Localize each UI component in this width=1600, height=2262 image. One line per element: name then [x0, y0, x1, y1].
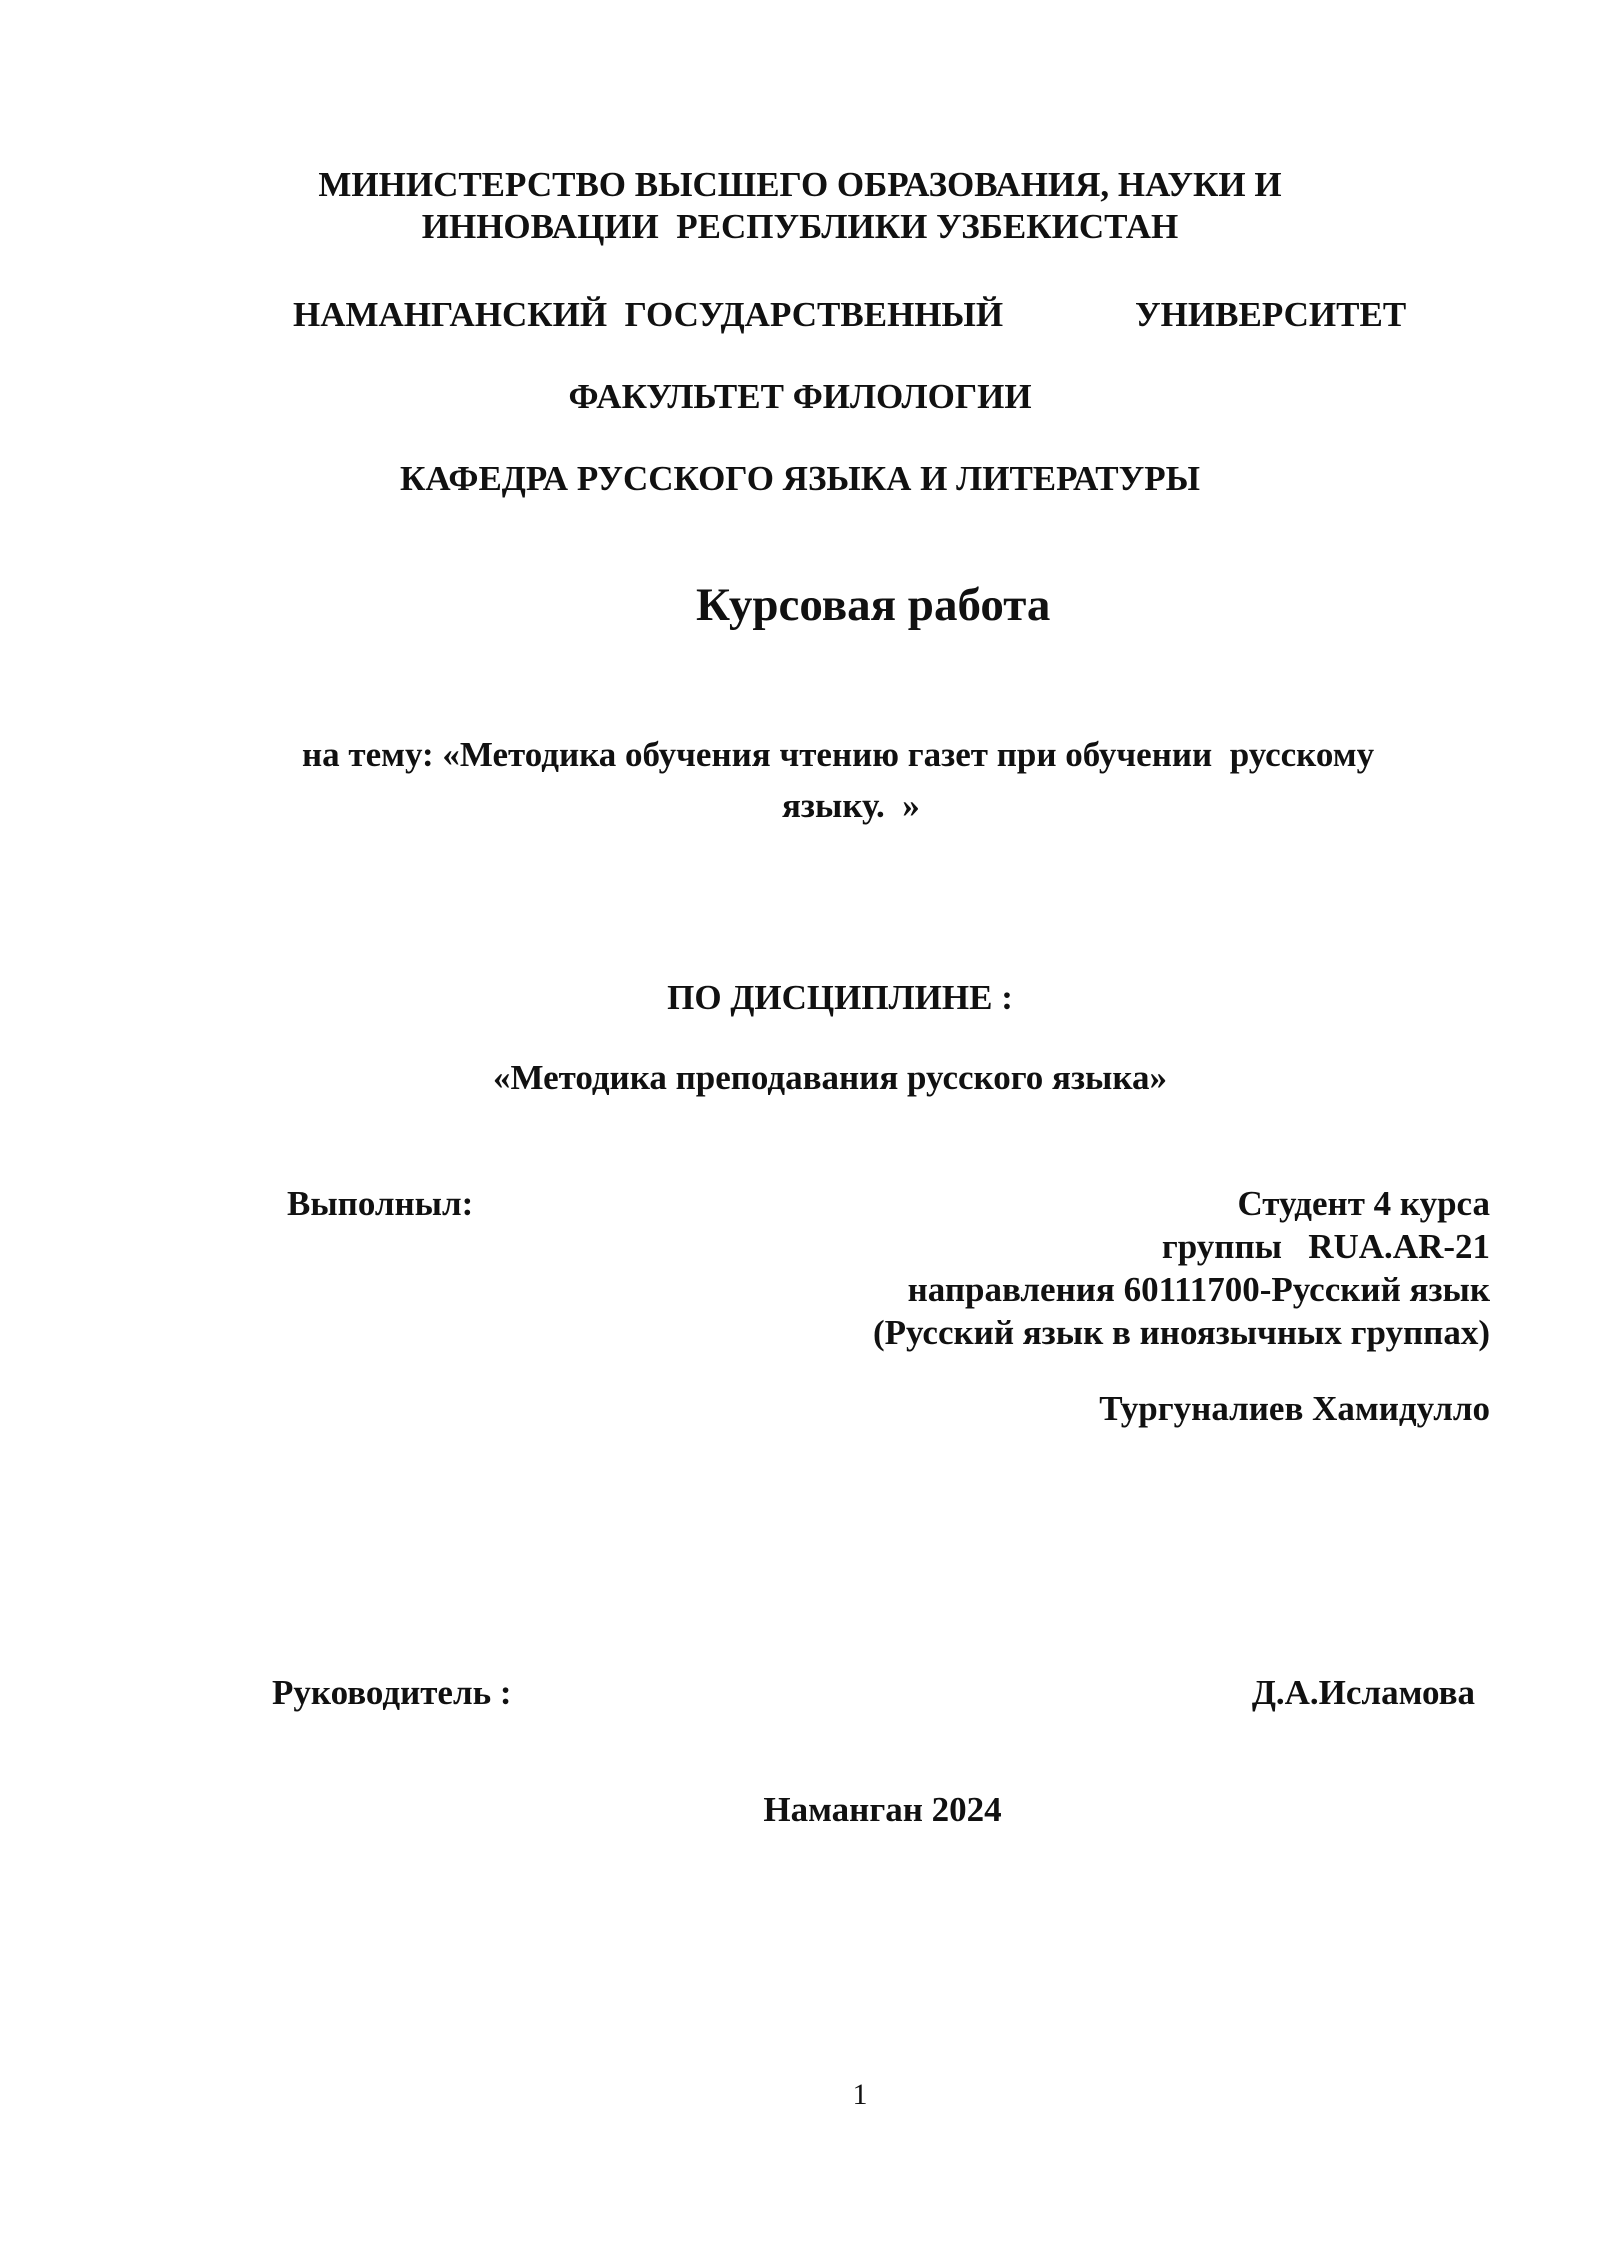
student-name: Тургуналиев Хамидулло — [1099, 1389, 1490, 1428]
supervisor-name: Д.А.Исламова — [1251, 1673, 1475, 1712]
student-group: группы RUA.AR-21 — [1161, 1227, 1490, 1266]
performer-label: Выполныл: — [287, 1184, 474, 1223]
faculty-name: ФАКУЛЬТЕТ ФИЛОЛОГИИ — [568, 377, 1032, 416]
topic-line-2: языку. » — [782, 786, 920, 825]
place-and-year: Наманган 2024 — [763, 1790, 1002, 1829]
document-title: Курсовая работа — [696, 579, 1051, 631]
department-name: КАФЕДРА РУССКОГО ЯЗЫКА И ЛИТЕРАТУРЫ — [399, 459, 1201, 498]
university-name-part-1: НАМАНГАНСКИЙ ГОСУДАРСТВЕННЫЙ — [293, 295, 1004, 334]
discipline-name: «Методика преподавания русского языка» — [493, 1058, 1167, 1097]
student-course: Студент 4 курса — [1237, 1184, 1490, 1223]
supervisor-label: Руководитель : — [272, 1673, 512, 1712]
discipline-label: ПО ДИСЦИПЛИНЕ : — [667, 978, 1013, 1017]
topic-line-1: на тему: «Методика обучения чтению газет при обучении русскому — [302, 735, 1375, 774]
student-specialization: (Русский язык в иноязычных группах) — [872, 1313, 1490, 1352]
page-number: 1 — [852, 2078, 868, 2111]
ministry-line-2: ИННОВАЦИИ РЕСПУБЛИКИ УЗБЕКИСТАН — [421, 207, 1179, 246]
ministry-line-1: МИНИСТЕРСТВО ВЫСШЕГО ОБРАЗОВАНИЯ, НАУКИ И — [318, 165, 1282, 204]
student-direction: направления 60111700-Русский язык — [907, 1270, 1490, 1309]
university-name-part-2: УНИВЕРСИТЕТ — [1135, 295, 1407, 334]
